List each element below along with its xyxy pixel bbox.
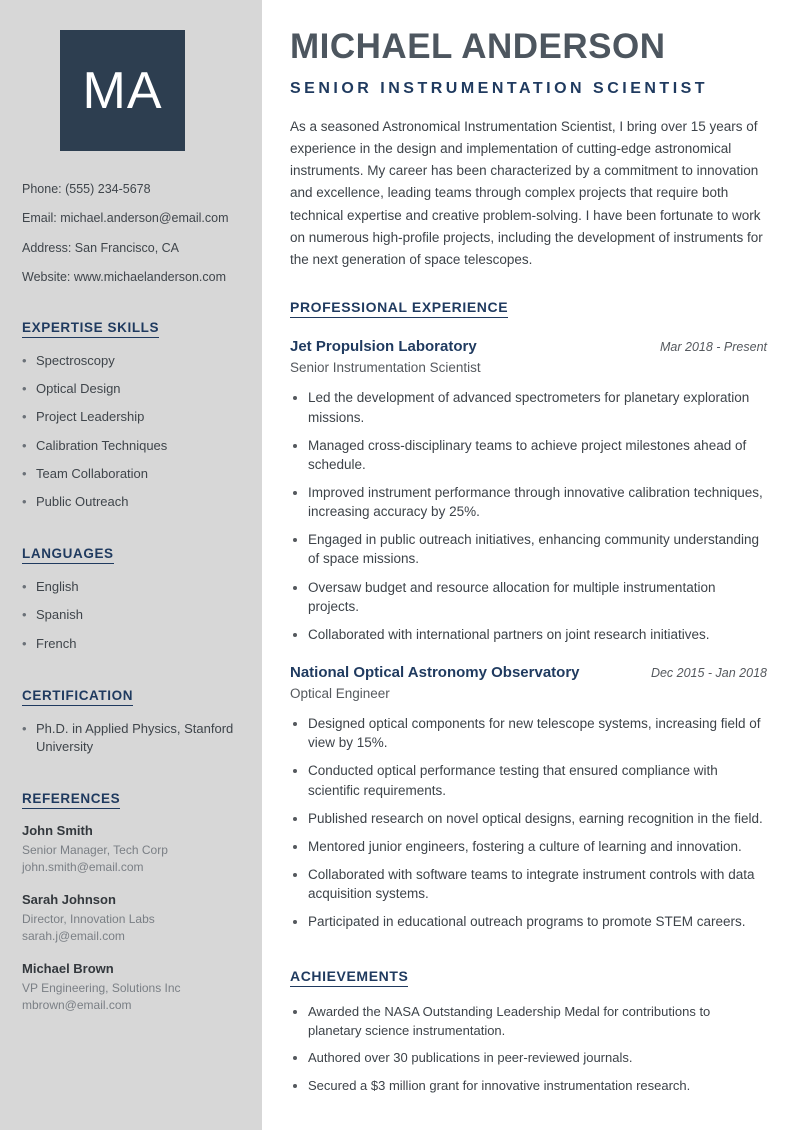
contact-phone: Phone: (555) 234-5678 bbox=[22, 182, 151, 196]
job-role: Senior Instrumentation Scientist bbox=[290, 360, 481, 376]
skill-item: • Project Leadership bbox=[22, 408, 242, 426]
company-name: Jet Propulsion Laboratory bbox=[290, 338, 477, 356]
reference-role: Director, Innovation Labs bbox=[22, 911, 155, 926]
certification-section bbox=[22, 687, 242, 756]
job-bullet: • Participated in educational outreach programs to promote STEM careers. bbox=[308, 912, 767, 931]
contact-info bbox=[22, 181, 242, 285]
reference-entry bbox=[22, 892, 242, 946]
reference-name: Sarah Johnson bbox=[22, 891, 116, 907]
achievements-list bbox=[290, 1003, 767, 1095]
job-bullet: • Collaborated with software teams to integrate instrument controls with data acquisition systems. bbox=[308, 865, 767, 903]
reference-name: Michael Brown bbox=[22, 960, 114, 976]
reference-role: VP Engineering, Solutions Inc bbox=[22, 980, 181, 995]
job-role: Optical Engineer bbox=[290, 686, 390, 702]
skill-item: • Team Collaboration bbox=[22, 465, 242, 483]
job-bullet: • Designed optical components for new telescope systems, increasing field of view by 15%. bbox=[308, 714, 767, 752]
achievements-heading: ACHIEVEMENTS bbox=[290, 968, 408, 987]
person-job-title: SENIOR INSTRUMENTATION SCIENTIST bbox=[290, 79, 709, 97]
job-bullet: • Collaborated with international partners on joint research initiatives. bbox=[308, 625, 767, 644]
resume-main bbox=[262, 0, 800, 1130]
contact-website: Website: www.michaelanderson.com bbox=[22, 269, 227, 284]
reference-entry bbox=[22, 961, 242, 1015]
person-name: MICHAEL ANDERSON bbox=[290, 27, 666, 66]
certification-item: • Ph.D. in Applied Physics, Stanford University bbox=[22, 720, 242, 756]
avatar-initials: MA bbox=[82, 61, 163, 120]
languages-section bbox=[22, 545, 242, 653]
skills-list bbox=[22, 352, 242, 511]
reference-entry bbox=[22, 823, 242, 877]
company-name: National Optical Astronomy Observatory bbox=[290, 664, 580, 682]
languages-heading: LANGUAGES bbox=[22, 546, 114, 564]
job-bullet: • Led the development of advanced spectrometers for planetary exploration missions. bbox=[308, 388, 767, 426]
job-bullet: • Oversaw budget and resource allocation for multiple instrumentation projects. bbox=[308, 578, 767, 616]
summary-paragraph: As a seasoned Astronomical Instrumentation Scientist, I bring over 15 years of experience in the design and implementation of cutting-edge astronomical instruments. My career has been characterized by a commitment to innovation and excellence, leading teams through complex projects that require both technical expertise and creative problem-solving. I have been fortunate to work on numerous high-profile projects, including the development of instruments for the next generation of space telescopes. bbox=[290, 118, 763, 268]
job-bullet: • Mentored junior engineers, fostering a culture of learning and innovation. bbox=[308, 837, 767, 856]
language-item: • Spanish bbox=[22, 606, 242, 624]
job-bullet-list bbox=[290, 388, 767, 644]
certification-list bbox=[22, 720, 242, 756]
experience-entry-header bbox=[290, 338, 767, 355]
job-bullet: • Published research on novel optical designs, earning recognition in the field. bbox=[308, 809, 767, 828]
skill-item: • Calibration Techniques bbox=[22, 437, 242, 455]
skill-item: • Spectroscopy bbox=[22, 352, 242, 370]
job-bullet-list bbox=[290, 714, 767, 931]
monogram-avatar bbox=[60, 30, 185, 151]
experience-entry bbox=[290, 338, 767, 644]
reference-email: mbrown@email.com bbox=[22, 998, 132, 1013]
job-bullet: • Improved instrument performance through innovative calibration techniques, increasing accuracy by 25%. bbox=[308, 483, 767, 521]
references-section bbox=[22, 790, 242, 1014]
employment-dates: Mar 2018 - Present bbox=[660, 340, 767, 355]
job-bullet: • Managed cross-disciplinary teams to achieve project milestones ahead of schedule. bbox=[308, 436, 767, 474]
skills-heading: EXPERTISE SKILLS bbox=[22, 320, 159, 338]
experience-entry-header bbox=[290, 664, 767, 681]
job-bullet: • Conducted optical performance testing that ensured compliance with scientific requirements. bbox=[308, 761, 767, 799]
reference-name: John Smith bbox=[22, 823, 93, 839]
skill-item: • Public Outreach bbox=[22, 493, 242, 511]
achievement-item: • Authored over 30 publications in peer-reviewed journals. bbox=[308, 1049, 767, 1067]
languages-list bbox=[22, 578, 242, 653]
reference-role: Senior Manager, Tech Corp bbox=[22, 843, 168, 858]
reference-email: john.smith@email.com bbox=[22, 860, 144, 875]
job-bullet: • Engaged in public outreach initiatives, enhancing community understanding of space missions. bbox=[308, 530, 767, 568]
reference-email: sarah.j@email.com bbox=[22, 929, 125, 944]
contact-address: Address: San Francisco, CA bbox=[22, 240, 180, 255]
skill-item: • Optical Design bbox=[22, 380, 242, 398]
language-item: • English bbox=[22, 578, 242, 596]
experience-entry bbox=[290, 664, 767, 931]
language-item: • French bbox=[22, 635, 242, 653]
employment-dates: Dec 2015 - Jan 2018 bbox=[650, 666, 767, 681]
sidebar bbox=[0, 0, 262, 1130]
experience-heading: PROFESSIONAL EXPERIENCE bbox=[290, 299, 508, 318]
references-heading: REFERENCES bbox=[22, 791, 120, 809]
certification-heading: CERTIFICATION bbox=[22, 688, 133, 706]
achievement-item: • Secured a $3 million grant for innovative instrumentation research. bbox=[308, 1077, 767, 1095]
contact-email: Email: michael.anderson@email.com bbox=[22, 211, 229, 226]
achievement-item: • Awarded the NASA Outstanding Leadership Medal for contributions to planetary science instrumentation. bbox=[308, 1003, 767, 1040]
skills-section bbox=[22, 319, 242, 511]
